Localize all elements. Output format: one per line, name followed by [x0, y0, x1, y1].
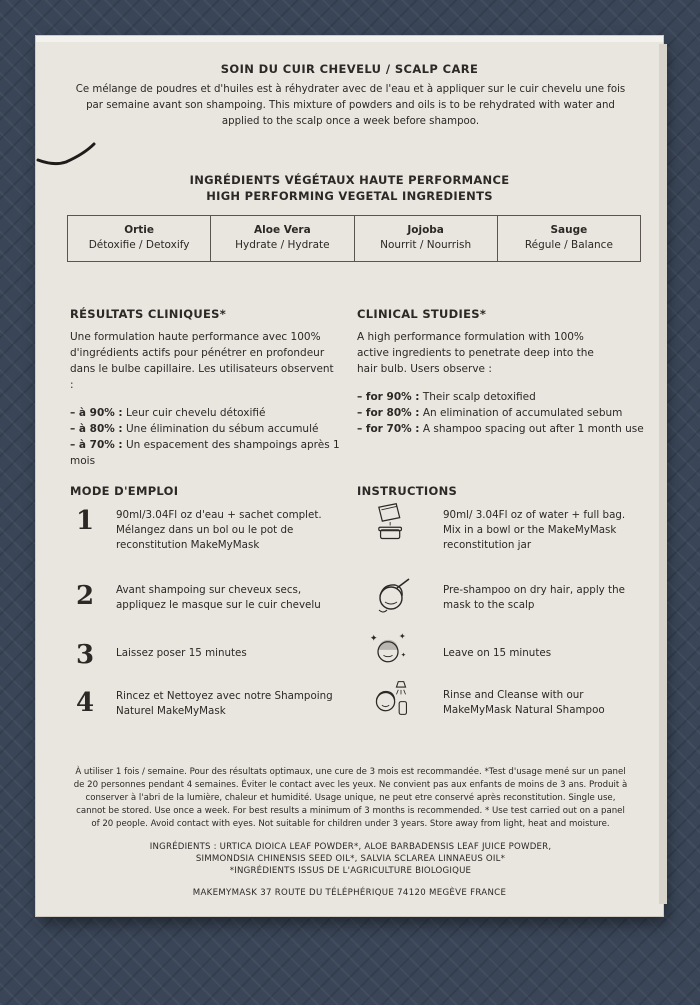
curve-mark-icon [36, 136, 106, 176]
stat-line: – à 90% : Leur cuir chevelu détoxifié [70, 407, 266, 419]
ingredients-line: INGRÉDIENTS : URTICA DIOICA LEAF POWDER*, ALOE BARBADENSIS LEAF JUICE POWDER, [149, 842, 552, 852]
results-fr-body: Une formulation haute performance avec 100% d'ingrédients actifs pour pénétrer en profondeur dans le bulbe capillaire. Les utilisateurs observent : [70, 331, 334, 391]
ingredient-name: Aloe Vera [254, 224, 311, 236]
stat-line: – for 70% : A shampoo spacing out after 1 month use [357, 423, 644, 435]
ingredient-name: Ortie [124, 224, 155, 236]
ingredients-organic-note: *INGRÉDIENTS ISSUS DE L'AGRICULTURE BIOLOGIQUE [229, 866, 472, 876]
step-text-fr: 90ml/3.04Fl oz d'eau + sachet complet. Mélangez dans un bol ou le pot de reconstitution MakeMyMask [116, 509, 322, 551]
step-number: 4 [76, 688, 95, 718]
usage-fine-print: À utiliser 1 fois / semaine. Pour des résultats optimaux, une cure de 3 mois est recommandée. *Test d'usage mené sur un panel de 20 personnes pendant 4 semaines. Éviter le contact avec les yeux. Ne convient pas aux enfants de moins de 3 ans. Produit à conserver à l'abri de la lumière, chaleur et humidité. Usage unique, ne peut etre conservé après reconstitution. Single use, cannot be stored. Use once a week. For best results a minimum of 3 months is recommended. * Use test carried out on a panel of 20 people. Avoid contact with eyes. Not suitable for children under 3 years. Store away from light, heat and moisture. [73, 767, 628, 829]
ingredient-name: Sauge [550, 224, 588, 236]
product-box-back [36, 36, 663, 916]
ingredient-table [67, 215, 641, 262]
ingredient-cell [211, 216, 354, 261]
stat-line: – à 80% : Une élimination du sébum accumulé [70, 423, 319, 435]
step-text-en: 90ml/ 3.04Fl oz of water + full bag. Mix in a bowl or the MakeMyMask reconstitution jar [443, 509, 626, 551]
svg-text:✦: ✦ [400, 652, 407, 660]
step-text-en: Leave on 15 minutes [443, 647, 552, 659]
step-text-en: Pre-shampoo on dry hair, apply the mask to the scalp [443, 584, 625, 611]
step-text-en: Rinse and Cleanse with our MakeMyMask Natural Shampoo [443, 689, 605, 716]
ingredient-cell [68, 216, 211, 261]
results-fr-stats [70, 405, 360, 469]
ingredients-line: SIMMONDSIA CHINENSIS SEED OIL*, SALVIA SCLAREA LINNAEUS OIL* [195, 854, 506, 864]
instructions-title: INSTRUCTIONS [357, 484, 458, 498]
step-number: 3 [76, 640, 95, 670]
svg-text:✦: ✦ [369, 633, 378, 644]
scalp-care-title: SOIN DU CUIR CHEVELU / SCALP CARE [220, 62, 479, 76]
sachet-jar-icon [371, 502, 411, 542]
results-en-section [357, 306, 647, 437]
company-address: MAKEMYMASK 37 ROUTE DU TÉLÉPHÉRIQUE 74120 MEGÈVE FRANCE [192, 888, 507, 898]
step-text-fr: Laissez poser 15 minutes [116, 647, 247, 659]
box-top-edge [36, 36, 663, 42]
mode-title: MODE D'EMPLOI [70, 484, 179, 498]
stat-line: – for 90% : Their scalp detoxified [357, 391, 536, 403]
step-text-fr: Rincez et Nettoyez avec notre Shampoing Naturel MakeMyMask [116, 690, 333, 717]
stat-line: – for 80% : An elimination of accumulated sebum [357, 407, 623, 419]
stat-line: – à 70% : Un espacement des shampoings après 1 mois [70, 439, 340, 467]
ingredient-effect: Régule / Balance [524, 239, 613, 251]
results-fr-title: RÉSULTATS CLINIQUES* [70, 307, 227, 321]
ingredient-effect: Hydrate / Hydrate [235, 239, 330, 251]
results-en-body: A high performance formulation with 100% active ingredients to penetrate deep into the hair bulb. Users observe : [357, 331, 594, 375]
results-en-stats [357, 389, 647, 437]
results-fr-section [70, 306, 360, 469]
vegetal-ingredients-heading [36, 172, 663, 204]
ingredient-effect: Détoxifie / Detoxify [88, 239, 190, 251]
sparkle-head-icon [368, 629, 408, 669]
step-number: 1 [76, 506, 95, 536]
ingredient-effect: Nourrit / Nourrish [380, 239, 472, 251]
ingredients-list [72, 841, 629, 877]
vegetal-title-en: HIGH PERFORMING VEGETAL INGREDIENTS [206, 189, 493, 203]
apply-brush-head-icon [373, 576, 413, 616]
svg-text:✦: ✦ [398, 631, 406, 641]
results-en-title: CLINICAL STUDIES* [357, 307, 487, 321]
step-number: 2 [76, 581, 95, 611]
rinse-shower-head-icon [371, 678, 411, 718]
ingredient-name: Jojoba [407, 224, 444, 236]
step-text-fr: Avant shampoing sur cheveux secs, appliquez le masque sur le cuir chevelu [116, 584, 321, 611]
ingredient-cell [498, 216, 640, 261]
vegetal-title-fr: INGRÉDIENTS VÉGÉTAUX HAUTE PERFORMANCE [189, 173, 510, 187]
ingredient-cell [355, 216, 498, 261]
intro-text: Ce mélange de poudres et d'huiles est à réhydrater avec de l'eau et à appliquer sur le cuir chevelu une fois par semaine avant son shampoing. This mixture of powders and oils is to be rehydrated with water and applied to the scalp once a week before shampoo. [75, 84, 626, 127]
